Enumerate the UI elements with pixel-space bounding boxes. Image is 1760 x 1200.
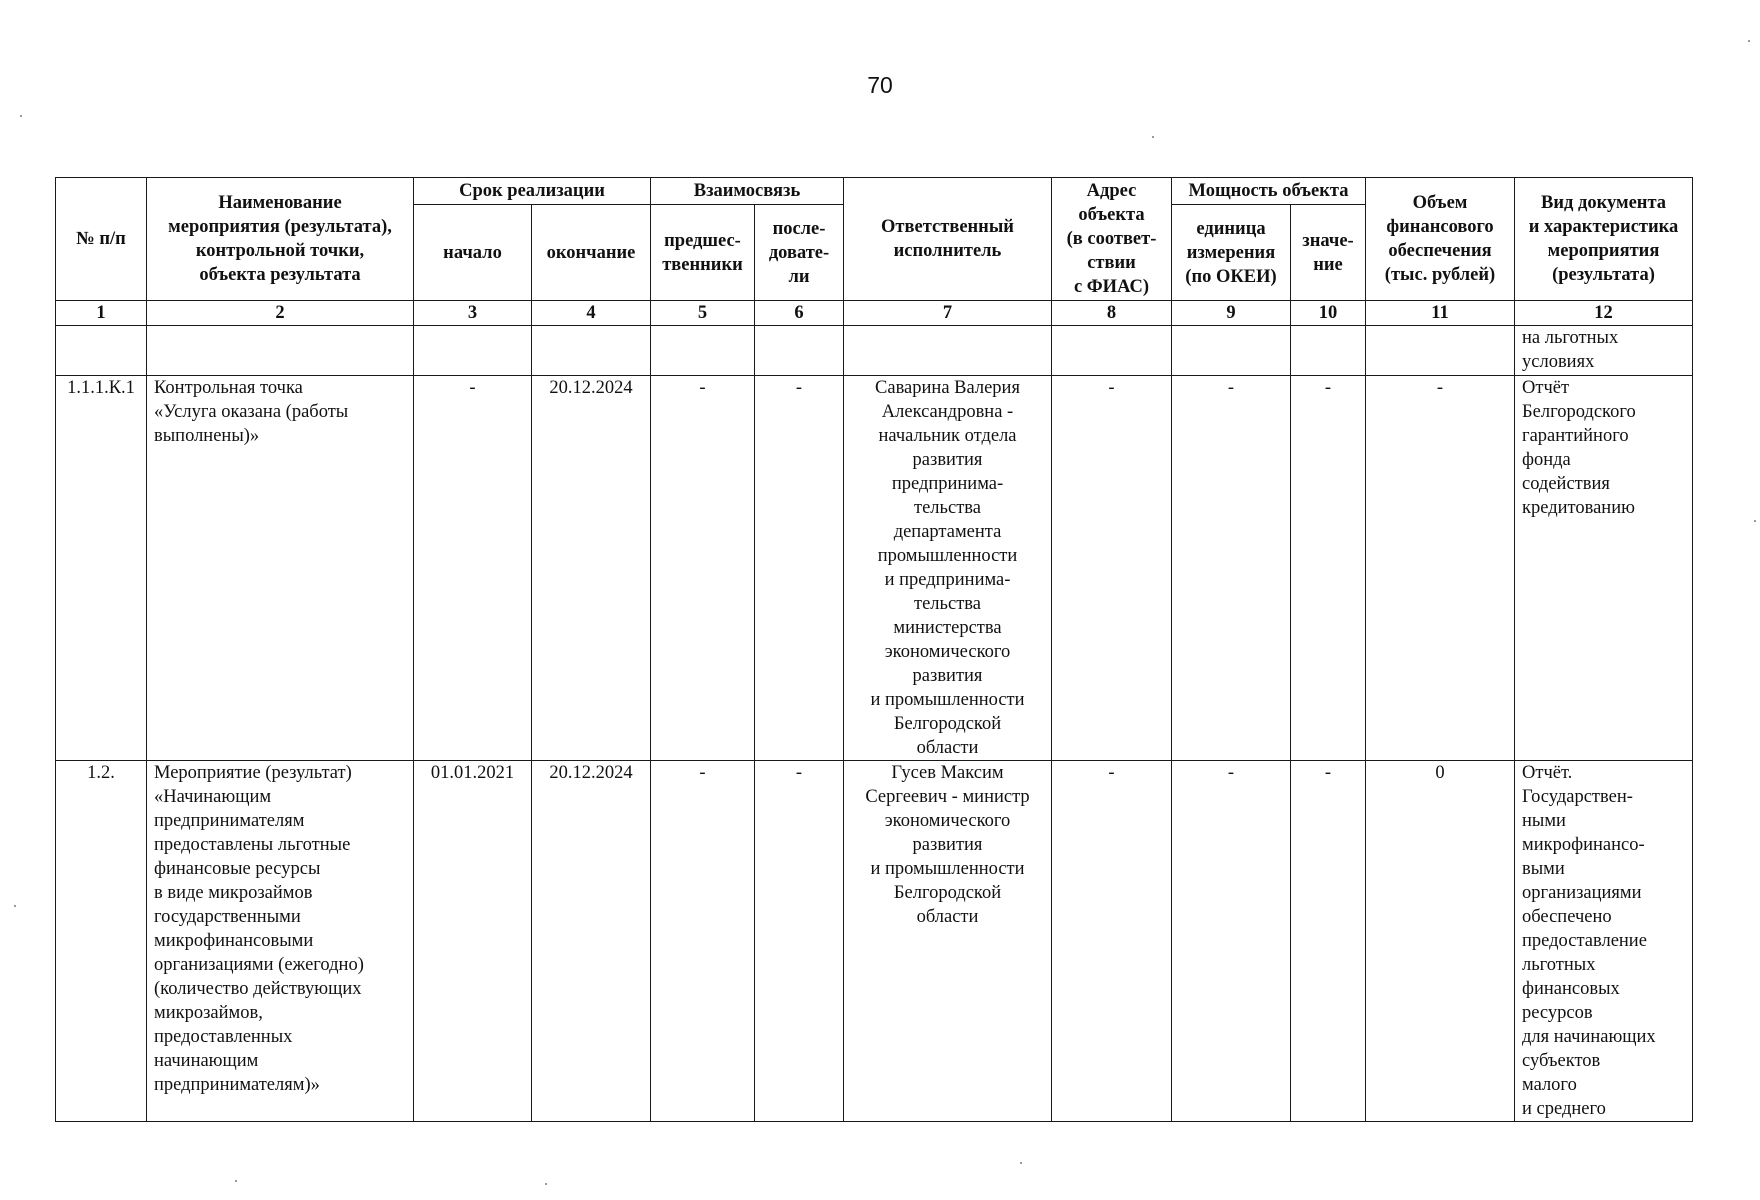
column-number: 12 — [1515, 301, 1693, 326]
header-term-group: Срок реализации — [414, 178, 651, 205]
cell-doc-type: Отчёт. Государствен- ными микрофинансо- выми организациями обеспечено предоставление льготных финансовых ресурсов для начинающих субъектов малого и среднего — [1515, 761, 1693, 1122]
header-doc-type: Вид документа и характеристика мероприятия (результата) — [1515, 178, 1693, 301]
header-name: Наименование мероприятия (результата), контрольной точки, объекта результата — [147, 178, 414, 301]
cell-prev: - — [651, 376, 755, 761]
cell-unit: - — [1172, 761, 1291, 1122]
column-number: 1 — [56, 301, 147, 326]
page-number: 70 — [867, 72, 893, 98]
cell-start — [414, 326, 532, 376]
cell-number: 1.1.1.К.1 — [56, 376, 147, 761]
cell-executor: Саварина Валерия Александровна - начальник отдела развития предпринима- тельства департамента промышленности и предпринима- тельства министерства экономического развития и промышленности Белгородской области — [844, 376, 1052, 761]
column-number: 8 — [1052, 301, 1172, 326]
cell-value — [1291, 326, 1366, 376]
cell-start: - — [414, 376, 532, 761]
column-number: 3 — [414, 301, 532, 326]
header-link-group: Взаимосвязь — [651, 178, 844, 205]
header-term-start: начало — [414, 205, 532, 301]
header-capacity-group: Мощность объекта — [1172, 178, 1366, 205]
column-number: 2 — [147, 301, 414, 326]
cell-executor — [844, 326, 1052, 376]
cell-doc-type: Отчёт Белгородского гарантийного фонда содействия кредитованию — [1515, 376, 1693, 761]
scan-speck — [1152, 136, 1154, 138]
table-row-measure — [56, 761, 1693, 1122]
cell-unit: - — [1172, 376, 1291, 761]
column-number: 4 — [532, 301, 651, 326]
column-number: 6 — [755, 301, 844, 326]
header-number: № п/п — [56, 178, 147, 301]
cell-finance — [1366, 326, 1515, 376]
cell-value: - — [1291, 376, 1366, 761]
table-header-row — [56, 178, 1693, 205]
header-term-end: окончание — [532, 205, 651, 301]
cell-end — [532, 326, 651, 376]
cell-address — [1052, 326, 1172, 376]
scan-speck — [235, 1180, 237, 1182]
events-table — [55, 177, 1693, 1122]
cell-value: - — [1291, 761, 1366, 1122]
header-capacity-unit: единица измерения (по ОКЕИ) — [1172, 205, 1291, 301]
table-row-control-point — [56, 376, 1693, 761]
cell-name — [147, 326, 414, 376]
cell-number — [56, 326, 147, 376]
column-number: 9 — [1172, 301, 1291, 326]
cell-address: - — [1052, 761, 1172, 1122]
header-capacity-value: значе- ние — [1291, 205, 1366, 301]
header-executor: Ответственный исполнитель — [844, 178, 1052, 301]
table-row-continuation — [56, 326, 1693, 376]
cell-number: 1.2. — [56, 761, 147, 1122]
cell-prev: - — [651, 761, 755, 1122]
scan-speck — [14, 905, 16, 907]
cell-end: 20.12.2024 — [532, 761, 651, 1122]
cell-name: Мероприятие (результат) «Начинающим предпринимателям предоставлены льготные финансовые ресурсы в виде микрозаймов государственными микрофинансовыми организациями (ежегодно) (количество действующих микрозаймов, предоставленных начинающим предпринимателям)» — [147, 761, 414, 1122]
cell-next — [755, 326, 844, 376]
column-number: 10 — [1291, 301, 1366, 326]
cell-executor: Гусев Максим Сергеевич - министр экономического развития и промышленности Белгородской области — [844, 761, 1052, 1122]
column-number: 7 — [844, 301, 1052, 326]
cell-doc-type: на льготных условиях — [1515, 326, 1693, 376]
cell-end: 20.12.2024 — [532, 376, 651, 761]
column-number: 11 — [1366, 301, 1515, 326]
cell-next: - — [755, 761, 844, 1122]
cell-start: 01.01.2021 — [414, 761, 532, 1122]
header-link-prev: предшес- твенники — [651, 205, 755, 301]
header-address: Адрес объекта (в соответ- ствии с ФИАС) — [1052, 178, 1172, 301]
cell-name: Контрольная точка «Услуга оказана (работы выполнены)» — [147, 376, 414, 761]
scan-speck — [1020, 1162, 1022, 1164]
header-link-next: после- довате- ли — [755, 205, 844, 301]
cell-unit — [1172, 326, 1291, 376]
cell-next: - — [755, 376, 844, 761]
column-number-row — [56, 301, 1693, 326]
column-number: 5 — [651, 301, 755, 326]
cell-prev — [651, 326, 755, 376]
scan-speck — [1748, 40, 1750, 42]
scan-speck — [20, 115, 22, 117]
scan-speck — [545, 1183, 547, 1185]
cell-finance: 0 — [1366, 761, 1515, 1122]
cell-address: - — [1052, 376, 1172, 761]
cell-finance: - — [1366, 376, 1515, 761]
scan-speck — [1754, 520, 1756, 522]
header-finance: Объем финансового обеспечения (тыс. рублей) — [1366, 178, 1515, 301]
